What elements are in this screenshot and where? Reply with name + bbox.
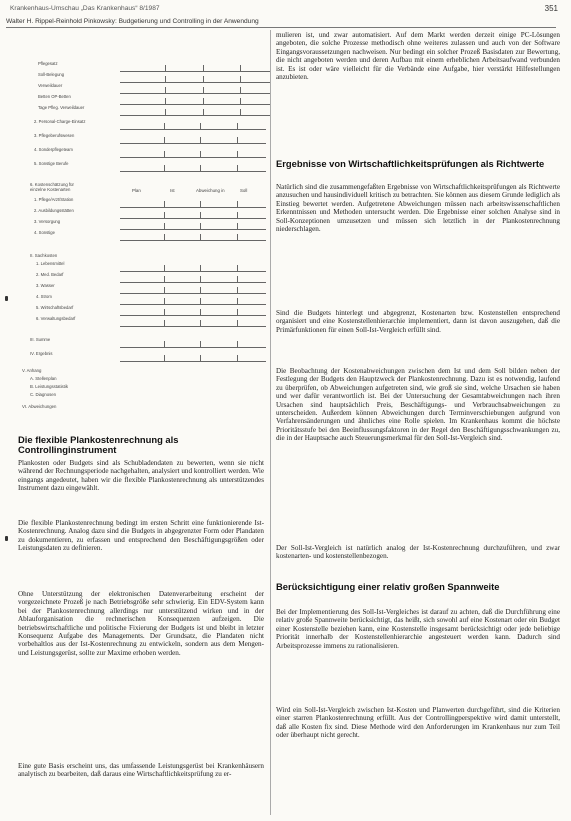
form-column-tick: [237, 276, 238, 283]
form-column-tick: [164, 265, 165, 272]
form-row-label: 1. Pflege/Arzt/Station: [34, 197, 74, 202]
form-row-line: [120, 138, 266, 144]
budget-form-figure: [0, 28, 265, 428]
form-row-label: 2. Med. Bedarf: [36, 272, 64, 277]
form-column-tick: [165, 87, 166, 94]
paragraph: Die flexible Plankostenrechnung bedingt im ersten Schritt eine funktionierende Ist-Kostenrechnung. Analog dazu sind die Budgets in abgegrenzter Form oder Plandaten zu dokumentieren, zu erfassen und entsprechend den Beschäftigungsgrößen oder Leistungsdaten zu definieren.: [18, 519, 264, 553]
column-header-plan: Plan: [132, 188, 141, 193]
form-column-tick: [164, 212, 165, 219]
form-row-label: 2. Personal-Charge-Einsatz: [34, 119, 86, 124]
form-column-tick: [164, 151, 165, 158]
form-column-tick: [200, 212, 201, 219]
form-row: [34, 120, 264, 130]
form-row-label: Soll-Belegung: [38, 72, 65, 77]
form-column-tick: [164, 165, 165, 172]
form-row: [36, 262, 266, 272]
paragraph: Ohne Unterstützung der elektronischen Datenverarbeitung erscheint der vorgezeichnete Prozeß je nach Betriebsgröße sehr schwierig. Ein EDV-System kann bei der Plankostenrechnung allerdings nur unterstützend wirken und in der Ablauforganisation die rechnerischen Konsequenzen aufzeigen. Die betriebswirtschaftliche und politische Fixierung der Budgets ist und bleibt in letzter Konsequenz Aufgabe des Managements. Der Grundsatz, die Plandaten nicht vorbehaltlos aus der Ist-Kostenrechnung zu entwickeln, sondern aus dem Mengen- und Leistungsgerüst, sollte zur Maxime erhoben werden.: [18, 590, 264, 657]
form-row: [34, 148, 264, 158]
form-row: [34, 162, 264, 172]
form-column-tick: [237, 123, 238, 130]
form-column-tick: [200, 123, 201, 130]
form-row-line: [120, 213, 266, 219]
column-header-abweichung: Abweichung in: [196, 188, 225, 193]
form-row: [34, 198, 264, 208]
form-row-line: [120, 321, 266, 327]
form-column-tick: [240, 98, 241, 105]
form-row-label: Verweildauer: [38, 83, 63, 88]
form-column-tick: [164, 223, 165, 230]
form-column-tick: [203, 87, 204, 94]
form-row-line: [120, 66, 270, 72]
form-row-line: [120, 77, 270, 83]
form-row-line: [120, 202, 266, 208]
form-row: [38, 84, 268, 94]
form-row-line: [120, 110, 270, 116]
form-row: [38, 73, 268, 83]
form-column-tick: [237, 355, 238, 362]
form-column-tick: [237, 320, 238, 327]
section-heading-flexible-plankostenrechnung: Die flexible Plankostenrechnung als Controllinginstrument: [18, 434, 179, 456]
form-column-tick: [237, 234, 238, 241]
form-row: [34, 220, 264, 230]
form-section-heading: II. Sachkosten: [30, 253, 58, 258]
form-row-line: [120, 124, 266, 130]
running-head: [10, 5, 558, 17]
form-column-tick: [237, 287, 238, 294]
form-column-tick: [164, 287, 165, 294]
form-column-tick: [237, 309, 238, 316]
column-header-soll: Soll: [240, 188, 248, 193]
column-divider: [270, 30, 271, 815]
paragraph: mulieren ist, und zwar automatisiert. Auf dem Markt werden derzeit einige PC-Lösungen angeboten, die solche Prozesse methodisch ohne weiteres zulassen und auch von der Software Eingangsvoraussetzungen nachweisen. Nur bedingt ein solcher Prozeß Basisdaten zur Bewertung, die nicht angeboten werden und deren Aufbau mit einem erheblichen Arbeitsaufwand verbunden ist. Es ist oder wäre vielleicht für die Verbände eine Aufgabe, hier verstärkt Hilfestellungen anzubieten.: [276, 31, 560, 82]
form-column-tick: [200, 151, 201, 158]
binding-hole-mark: [5, 296, 8, 301]
form-list-item: A. Stellenplan: [30, 376, 57, 381]
form-section-heading: V. Anhang: [22, 368, 42, 373]
form-column-tick: [237, 212, 238, 219]
form-column-tick: [200, 355, 201, 362]
form-row-line: [120, 288, 266, 294]
form-column-tick: [200, 265, 201, 272]
form-column-tick: [200, 309, 201, 316]
form-column-tick: [240, 109, 241, 116]
form-column-tick: [237, 265, 238, 272]
form-column-tick: [200, 165, 201, 172]
form-column-tick: [200, 287, 201, 294]
form-column-tick: [200, 276, 201, 283]
form-column-tick: [164, 234, 165, 241]
form-row-line: [120, 99, 270, 105]
form-row-label: 6. Verwaltungsbedarf: [36, 316, 76, 321]
paragraph: Eine gute Basis erscheint uns, das umfassende Leistungsgerüst bei Krankenhäusern analytisch zu bearbeiten, daß daraus eine Wirtschaftlichkeitsprüfung zu er-: [18, 762, 264, 779]
form-row-line: [120, 310, 266, 316]
form-column-tick: [164, 201, 165, 208]
form-row-label: 5. Wirtschaftsbedarf: [36, 305, 74, 310]
form-row-label: 2. Ausbildungsstätten: [34, 208, 74, 213]
form-row-line: [120, 342, 266, 348]
column-header-ist: Ist: [170, 188, 175, 193]
form-list-item: VI. Abweichungen: [22, 404, 57, 409]
form-column-tick: [200, 137, 201, 144]
form-column-tick: [237, 137, 238, 144]
form-row-label: 1. Lebensmittel: [36, 261, 65, 266]
form-column-tick: [164, 320, 165, 327]
form-column-tick: [164, 355, 165, 362]
form-column-tick: [240, 65, 241, 72]
form-column-tick: [165, 65, 166, 72]
form-column-tick: [200, 223, 201, 230]
form-list-item: C. Diagnosen: [30, 392, 57, 397]
form-row: [34, 134, 264, 144]
form-row-label: III. Summe: [30, 337, 51, 342]
form-row-label: 3. Versorgung: [34, 219, 61, 224]
form-column-tick: [203, 98, 204, 105]
form-row-label: Tage Pfleg. Verweildauer: [38, 105, 85, 110]
form-column-tick: [237, 151, 238, 158]
paragraph: Wird ein Soll-Ist-Vergleich zwischen Ist-Kosten und Planwerten durchgeführt, sind die Kriterien einer starren Plankostenrechnung erfüllt. Aus der Controllingperspektive wird damit unterstellt, daß alle Kosten fix sind. Diese Methode wird den Anforderungen im Krankenhaus nur zum Teil oder überhaupt nicht gerecht.: [276, 706, 560, 740]
paragraph: Die Beobachtung der Kostenabweichungen zwischen dem Ist und dem Soll bilden neben der Festlegung der Budgets den Hauptzweck der Plankostenrechnung. Dazu ist es notwendig, laufend zu überprüfen, ob Abweichungen aufgetreten sind, wie groß sie sind, welche Ursachen sie haben und wer dafür verantwortlich ist. Bei der Untersuchung der Gesamtabweichungen nach ihren Ursachen sind hauptsächlich Preis, Beschäftigungs- und Verbrauchsabweichungen zu unterscheiden. Außerdem können Abweichungen durch Terminverschiebungen aufgrund von Verfahrensänderungen und ähnliches eine Rolle spielen. Im Krankenhaus kommt die höchste Prioritätsstufe bei den Beeinflussungsfaktoren in der Regel den Beschäftigungsschwankungen zu, die in der Hauptsache auch Steuerungsmerkmal für den Soll-Ist-Vergleich sind.: [276, 367, 560, 443]
form-column-tick: [240, 76, 241, 83]
form-block-heading: 6. Kostenschätzung für einzelne Kostenarten: [30, 182, 74, 192]
form-row: [36, 295, 266, 305]
form-column-tick: [203, 109, 204, 116]
form-column-tick: [164, 298, 165, 305]
form-column-tick: [237, 298, 238, 305]
form-column-tick: [164, 309, 165, 316]
form-row-line: [120, 88, 270, 94]
paragraph: Natürlich sind die zusammengefaßten Ergebnisse von Wirtschaftlichkeitsprüfungen als Richtwerte anzusuchen und hausindividuell kritisch zu betrachten. Sie können aus diesem Grunde lediglich als Einstieg bewertet werden. Aufgetretene Abweichungen müssen nach arbeitswissenschaftlichen Erkenntnissen und Methoden untersucht werden. Die Ergebnisse einer solchen Analyse sind in Soll-Konzeptionen umzusetzen und müssen sich letztlich in der Plankostenrechnung niederschlagen.: [276, 183, 560, 234]
section-heading-spannweite: Berücksichtigung einer relativ großen Spannweite: [276, 581, 500, 592]
form-row: [36, 284, 266, 294]
form-row: [38, 62, 268, 72]
form-row-label: 5. Sonstige Berufe: [34, 161, 69, 166]
form-row-label: IV. Ergebnis: [30, 351, 53, 356]
form-column-tick: [165, 98, 166, 105]
form-row: [36, 317, 266, 327]
form-row: [30, 352, 266, 362]
form-row-label: 3. Wasser: [36, 283, 55, 288]
form-row-line: [120, 235, 266, 241]
form-column-tick: [200, 234, 201, 241]
form-row: [36, 273, 266, 283]
form-row-line: [120, 224, 266, 230]
form-column-tick: [200, 298, 201, 305]
form-list-item: B. Leistungsstatistik: [30, 384, 68, 389]
paragraph: Bei der Implementierung des Soll-Ist-Vergleiches ist darauf zu achten, daß die Durchführung eine relativ große Spannweite berücksichtigt, das heißt, sich sowohl auf eine Kostenart oder ein Budget einer Kostenstelle beziehen kann, eine Kostenstelle insgesamt berücksichtigt oder jede beliebige Priorität innerhalb der Kostenstellenhierarchie angesteuert werden kann. Dadurch sind Arbeitsprozesse immens zu rationalisieren.: [276, 608, 560, 650]
article-subhead: Walter H. Rippel-Reinhold Pinkowsky: Budgetierung und Controlling in der Anwendung: [6, 18, 556, 28]
binding-hole-mark: [5, 536, 8, 541]
form-column-tick: [237, 165, 238, 172]
section-heading-ergebnisse: Ergebnisse von Wirtschaftlichkeitsprüfungen als Richtwerte: [276, 158, 545, 169]
form-column-tick: [237, 201, 238, 208]
paragraph: Der Soll-Ist-Vergleich ist natürlich analog der Ist-Kostenrechnung durchzuführen, und zwar kostenarten- und kostenstellenbezogen.: [276, 544, 560, 561]
form-column-tick: [164, 276, 165, 283]
form-row-line: [120, 152, 266, 158]
form-row-line: [120, 277, 266, 283]
paragraph: Plankosten oder Budgets sind als Schubladendaten zu bewerten, wenn sie nicht während der Rechnungsperiode nachgehalten, analysiert und kontrolliert werden. Wie eingangs angedeutet, haben wir die flexible Plankostenrechnung als unterstützendes Instrument dazu eingewählt.: [18, 459, 264, 493]
form-column-tick: [240, 87, 241, 94]
form-column-tick: [164, 123, 165, 130]
form-row-label: Pflegesatz: [38, 61, 58, 66]
form-column-tick: [203, 65, 204, 72]
form-column-tick: [165, 109, 166, 116]
form-column-tick: [200, 341, 201, 348]
form-row-label: 4. Sonstige: [34, 230, 55, 235]
form-column-tick: [203, 76, 204, 83]
form-row: [38, 95, 268, 105]
form-column-tick: [164, 137, 165, 144]
paragraph: Sind die Budgets hinterlegt und abgegrenzt, Kostenarten bzw. Kostenstellen entsprechend organisiert und eine Kostenstellenhierarchie implementiert, dann ist davon auszugehen, daß die Primärfunktionen für einen Soll-Ist-Vergleich erfüllt sind.: [276, 309, 560, 334]
form-row-label: 3. Pflegeberufswesen: [34, 133, 75, 138]
form-row-line: [120, 166, 266, 172]
form-row-label: 4. Strom: [36, 294, 52, 299]
form-row-line: [120, 266, 266, 272]
form-row-label: Betten OP-Betten: [38, 94, 71, 99]
form-row-line: [120, 299, 266, 305]
form-column-tick: [165, 76, 166, 83]
form-row-line: [120, 356, 266, 362]
form-column-tick: [164, 341, 165, 348]
form-row: [34, 209, 264, 219]
form-column-tick: [237, 223, 238, 230]
form-row: [36, 306, 266, 316]
form-column-tick: [237, 341, 238, 348]
form-column-tick: [200, 320, 201, 327]
form-row: [30, 338, 266, 348]
page-number: 351: [544, 4, 558, 13]
form-column-tick: [200, 201, 201, 208]
running-head-text: Krankenhaus-Umschau „Das Krankenhaus“ 8/1987: [10, 5, 160, 12]
form-row: [34, 231, 264, 241]
form-row: [38, 106, 268, 116]
form-row-label: 4. Sonderpflegeteam: [34, 147, 73, 152]
